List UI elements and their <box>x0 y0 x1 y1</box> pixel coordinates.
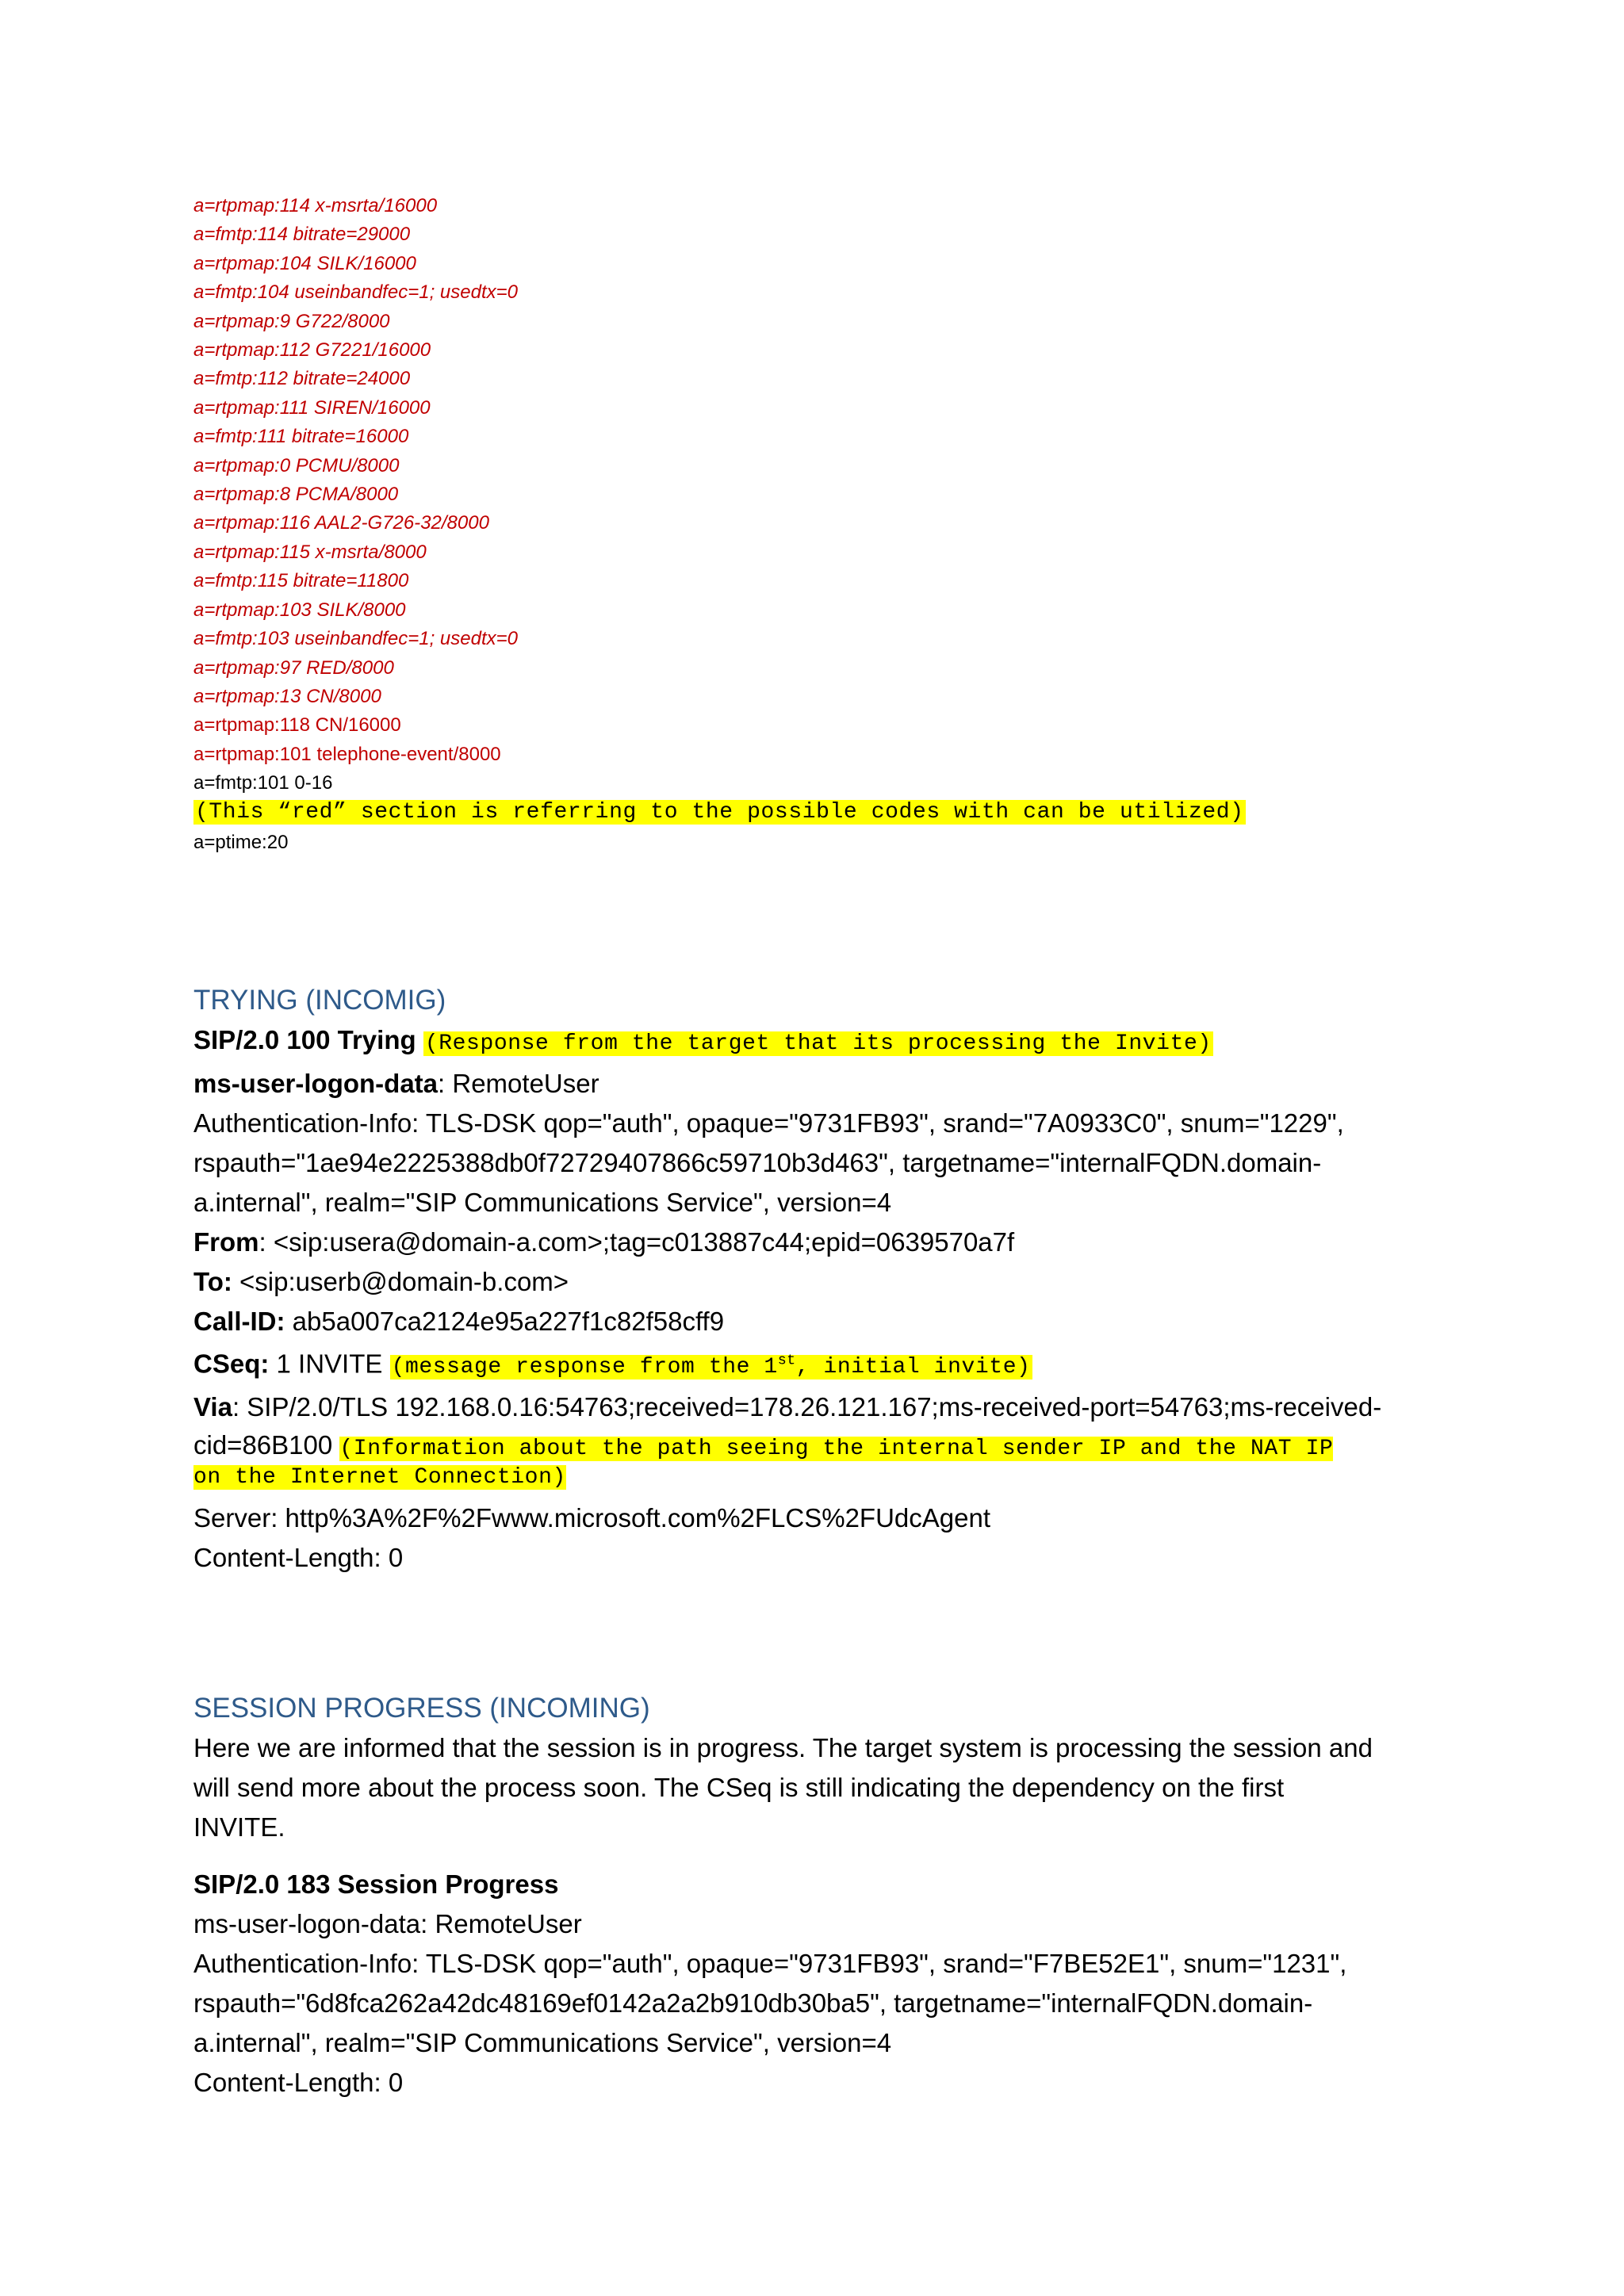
status-line <box>193 1020 1381 1064</box>
section-heading: SESSION PROGRESS (INCOMING) <box>193 1693 650 1724</box>
via-note-cont: on the Internet Connection) <box>193 1465 566 1490</box>
via-cont-line: cid=86B100 (Information about the path seeing the internal sender IP and the NAT IP <box>193 1430 1334 1462</box>
sdp-line: a=rtpmap:112 G7221/16000 <box>193 339 431 362</box>
sdp-line: a=ptime:20 <box>193 831 289 853</box>
sdp-codec-block <box>193 192 1246 857</box>
server-line: Server: http%3A%2F%2Fwww.microsoft.com%2FLCS%2FUdcAgent <box>193 1503 991 1533</box>
sdp-line: a=rtpmap:114 x-msrta/16000 <box>193 195 438 216</box>
status-note: (Response from the target that its processing the Invite) <box>424 1031 1212 1056</box>
auth-line: a.internal", realm="SIP Communications Service", version=4 <box>193 1188 892 1217</box>
auth-line: a.internal", realm="SIP Communications Service", version=4 <box>193 2028 892 2057</box>
sdp-line: a=fmtp:112 bitrate=24000 <box>193 368 411 390</box>
sdp-line: a=fmtp:115 bitrate=11800 <box>193 570 409 592</box>
sdp-line: a=rtpmap:9 G722/8000 <box>193 310 390 332</box>
sdp-line: a=fmtp:101 0-16 <box>193 772 333 794</box>
section-heading: TRYING (INCOMIG) <box>193 985 446 1016</box>
sdp-red-italic-lines <box>193 192 1246 711</box>
sdp-line: a=rtpmap:97 RED/8000 <box>193 656 394 679</box>
sdp-line: a=rtpmap:13 CN/8000 <box>193 685 381 707</box>
sdp-highlight-note: (This “red” section is referring to the possible codes with can be utilized) <box>195 799 1244 825</box>
to-line: To: <sip:userb@domain-b.com> <box>193 1267 569 1296</box>
via-line: Via: SIP/2.0/TLS 192.168.0.16:54763;received=178.26.121.167;ms-received-port=54763;ms-received- <box>193 1392 1382 1422</box>
sdp-line: a=rtpmap:111 SIREN/16000 <box>193 396 431 419</box>
logon-line: ms-user-logon-data: RemoteUser <box>193 1069 599 1098</box>
status-text: SIP/2.0 183 Session Progress <box>193 1869 559 1899</box>
auth-line: Authentication-Info: TLS-DSK qop="auth", opaque="9731FB93", srand="7A0933C0", snum="1229", <box>193 1108 1344 1138</box>
sdp-line: a=fmtp:104 useinbandfec=1; usedtx=0 <box>193 281 518 304</box>
sdp-line: a=rtpmap:118 CN/16000 <box>193 714 401 737</box>
callid-line: Call-ID: ab5a007ca2124e95a227f1c82f58cff9 <box>193 1307 725 1336</box>
sdp-line: a=rtpmap:103 SILK/8000 <box>193 599 406 621</box>
sdp-line: a=rtpmap:0 PCMU/8000 <box>193 454 400 476</box>
sdp-line: a=fmtp:103 useinbandfec=1; usedtx=0 <box>193 628 518 650</box>
description-paragraph: Here we are informed that the session is in progress. The target system is processing the session and will send more about the process soon. The CSeq is still indicating the dependency on the first INVITE. <box>193 1733 1373 1842</box>
from-line: From: <sip:usera@domain-a.com>;tag=c013887c44;epid=0639570a7f <box>193 1227 1015 1257</box>
sdp-line: a=rtpmap:8 PCMA/8000 <box>193 484 399 506</box>
via-note: (Information about the path seeing the internal sender IP and the NAT IP <box>339 1437 1334 1462</box>
content-length-line: Content-Length: 0 <box>193 1543 404 1573</box>
logon-line: ms-user-logon-data: RemoteUser <box>193 1909 582 1938</box>
status-text: SIP/2.0 100 Trying <box>193 1025 416 1054</box>
auth-line: Authentication-Info: TLS-DSK qop="auth", opaque="9731FB93", srand="F7BE52E1", snum="1231", <box>193 1949 1347 1978</box>
auth-line: rspauth="1ae94e2225388db0f72729407866c59710b3d463", targetname="internalFQDN.domain- <box>193 1148 1322 1177</box>
sdp-line: a=rtpmap:104 SILK/16000 <box>193 252 416 274</box>
session-progress-section <box>193 1689 1373 2103</box>
sdp-line: a=rtpmap:101 telephone-event/8000 <box>193 743 501 765</box>
sdp-line: a=fmtp:114 bitrate=29000 <box>193 224 411 246</box>
content-length-line: Content-Length: 0 <box>193 2068 404 2097</box>
trying-section <box>193 981 1381 1578</box>
sdp-line: a=fmtp:111 bitrate=16000 <box>193 426 409 448</box>
sdp-line: a=rtpmap:116 AAL2-G726-32/8000 <box>193 512 489 534</box>
cseq-line: CSeq: 1 INVITE (message response from the 1st, initial invite) <box>193 1349 1031 1380</box>
sdp-line: a=rtpmap:115 x-msrta/8000 <box>193 541 427 563</box>
cseq-note: (message response from the 1st, initial invite) <box>391 1353 1031 1380</box>
auth-line: rspauth="6d8fca262a42dc48169ef0142a2a2b910db30ba5", targetname="internalFQDN.domain- <box>193 1988 1313 2018</box>
